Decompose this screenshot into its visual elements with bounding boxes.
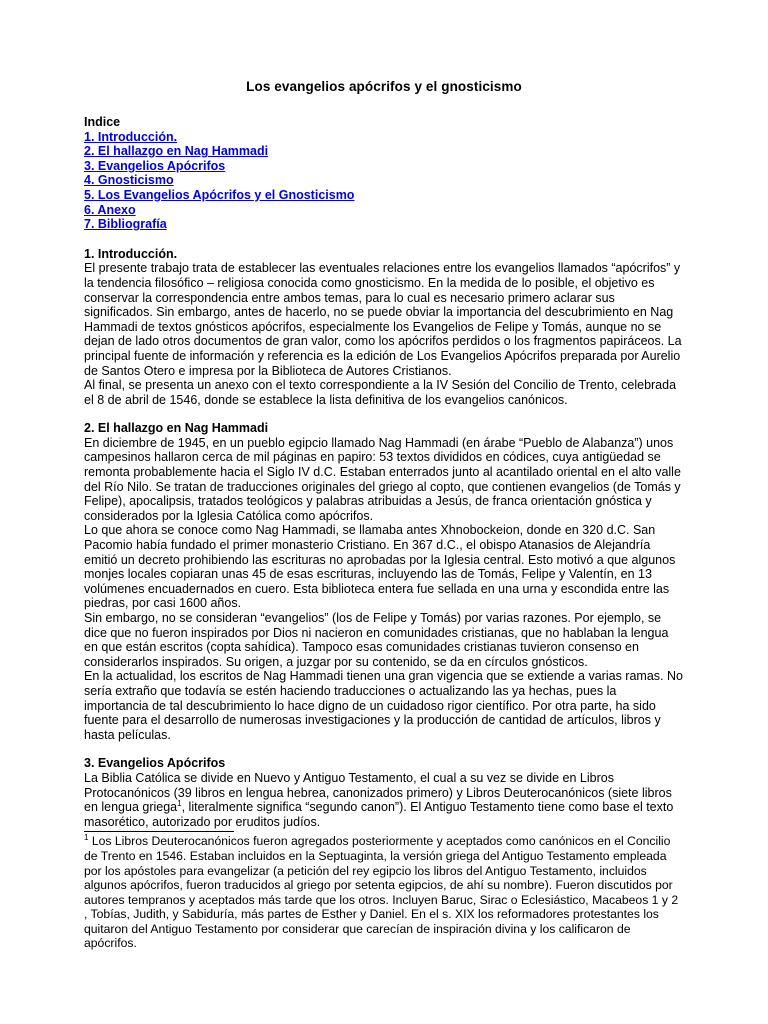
paragraph: En diciembre de 1945, en un pueblo egipcio llamado Nag Hammadi (en árabe “Pueblo de Alabanza”) unos campesinos hallaron cerca de mil páginas en papiro: 53 textos divididos en códices, cuya antigüedad se remonta probablemente hacia el Siglo IV d.C. Estaban enterrados junto al acantilado oriental en el alto valle del Río Nilo. Se tratan de traducciones originales del griego al copto, que contienen evangelios (de Tomás y Felipe), apocalipsis, tratados teológicos y palabras atribuidas a Jesús, de franca orientación gnóstica y considerados por la Iglesia Católica como apócrifos. <box>84 435 681 523</box>
footnote-separator <box>84 831 234 832</box>
toc-item <box>84 173 684 188</box>
toc-link-gnosticismo[interactable]: 4. Gnosticismo <box>84 173 174 188</box>
footnote-text: Los Libros Deuterocanónicos fueron agregados posteriormente y aceptados como canónicos en el Concilio de Trento en 1546. Estaban incluidos en la Septuaginta, la versión griega del Antiguo Testamento empleada por los apóstoles para evangelizar (a petición del rey egipcio los libros del Antiguo Testamento, incluidos algunos apócrifos, fueron traducidos al griego por setenta egipcios, de ahí su nombre). Fueron discutidos por autores tempranos y aceptados más tarde que los otros. Incluyen Baruc, Sirac o Eclesiástico, Macabeos 1 y 2 , Tobías, Judith, y Sabiduría, más partes de Esther y Daniel. En el s. XIX los reformadores protestantes los quitaron del Antiguo Testamento por considerar que carecían de inspiración divina y los calificaron de apócrifos. <box>84 834 679 951</box>
document-title: Los evangelios apócrifos y el gnosticismo <box>246 79 522 94</box>
section-heading: 2. El hallazgo en Nag Hammadi <box>84 421 269 436</box>
paragraph-text: , literalmente significa “segundo canon”). El Antiguo Testamento tiene como base el texto masorético, autorizado por eruditos judíos. <box>84 800 674 829</box>
toc-item <box>84 217 684 232</box>
paragraph <box>84 771 684 829</box>
toc-item <box>84 188 684 203</box>
toc-link-evangelios-y-gnosticismo[interactable]: 5. Los Evangelios Apócrifos y el Gnosticismo <box>84 187 355 202</box>
section-evangelios-apocrifos <box>84 756 684 829</box>
toc-item <box>84 130 684 145</box>
toc-link-bibliografia[interactable]: 7. Bibliografía <box>84 217 167 232</box>
section-hallazgo <box>84 421 684 742</box>
paragraph: Al final, se presenta un anexo con el texto correspondiente a la IV Sesión del Concilio de Trento, celebrada el 8 de abril de 1546, donde se establece la lista definitiva de los evangelios canónicos. <box>84 378 677 407</box>
paragraph: El presente trabajo trata de establecer las eventuales relaciones entre los evangelios llamados “apócrifos” y la tendencia filosófico – religiosa conocida como gnosticismo. En la medida de lo posible, el objetivo es conservar la correspondencia entre ambos temas, para lo cual es necesario primero aclarar sus significados. Sin embargo, antes de hacerlo, no se puede obviar la importancia del descubrimiento en Nag Hammadi de textos gnósticos apócrifos, especialmente los Evangelios de Felipe y Tomás, aunque no se dejan de lado otros documentos de gran valor, como los apócrifos perdidos o los fragmentos papiráceos. La principal fuente de información y referencia es la edición de Los Evangelios Apócrifos preparada por Aurelio de Santos Otero e impresa por la Biblioteca de Autores Cristianos. <box>84 261 682 378</box>
paragraph: Lo que ahora se conoce como Nag Hammadi, se llamaba antes Xhnobockeion, donde en 320 d.C. San Pacomio había fundado el primer monasterio Cristiano. En 367 d.C., el obispo Atanasios de Alejandría emitió un decreto prohibiendo las escrituras no aprobadas por la Iglesia central. Esto motivó a que algunos monjes locales copiaran unas 45 de esas escrituras, incluyendo las de Tomás, Felipe y Valentín, en 13 volúmenes encuadernados en cuero. Esta biblioteca entera fue sellada en una urna y escondida entre las piedras, por casi 1600 años. <box>84 523 676 611</box>
table-of-contents <box>84 130 684 232</box>
paragraph-text: La Biblia Católica se divide en Nuevo y Antiguo Testamento, el cual a su vez se divide en Libros Protocanónicos (39 libros en lengua hebrea, canonizados primero) y Libros Deuterocanónicos (siete libros en lengua griega <box>84 770 672 815</box>
paragraph: En la actualidad, los escritos de Nag Hammadi tienen una gran vigencia que se extiende a varias ramas. No sería extraño que todavía se estén haciendo traducciones o actualizando las ya hechas, pues la importancia de tal descubrimiento lo hace digno de un cuidadoso rigor científico. Por otra parte, ha sido fuente para el desarrollo de numerosas investigaciones y la producción de cantidad de artículos, libros y hasta películas. <box>84 669 683 742</box>
toc-link-hallazgo[interactable]: 2. El hallazgo en Nag Hammadi <box>84 144 269 159</box>
index-heading: Indice <box>84 115 121 129</box>
section-introduccion <box>84 247 684 408</box>
footnote-reference[interactable]: 1 <box>177 798 182 808</box>
section-heading: 3. Evangelios Apócrifos <box>84 756 226 771</box>
toc-link-introduccion[interactable]: 1. Introducción. <box>84 129 178 144</box>
footnote <box>84 834 684 951</box>
toc-link-evangelios-apocrifos[interactable]: 3. Evangelios Apócrifos <box>84 158 226 173</box>
toc-item <box>84 144 684 159</box>
toc-link-anexo[interactable]: 6. Anexo <box>84 202 136 217</box>
footnote-mark: 1 <box>84 833 89 843</box>
section-heading: 1. Introducción. <box>84 246 178 261</box>
paragraph: Sin embargo, no se consideran “evangelios” (los de Felipe y Tomás) por varias razones. Por ejemplo, se dice que no fueron inspirados por Dios ni nacieron en comunidades cristianas, que no hablaban la lengua en que están escritos (copta sahídica). Tampoco esas comunidades cristianas tuvieron consenso en considerarlos inspirados. Su origen, a juzgar por su contenido, se da en círculos gnósticos. <box>84 611 669 669</box>
toc-item <box>84 203 684 218</box>
document-page <box>84 78 684 951</box>
toc-item <box>84 159 684 174</box>
